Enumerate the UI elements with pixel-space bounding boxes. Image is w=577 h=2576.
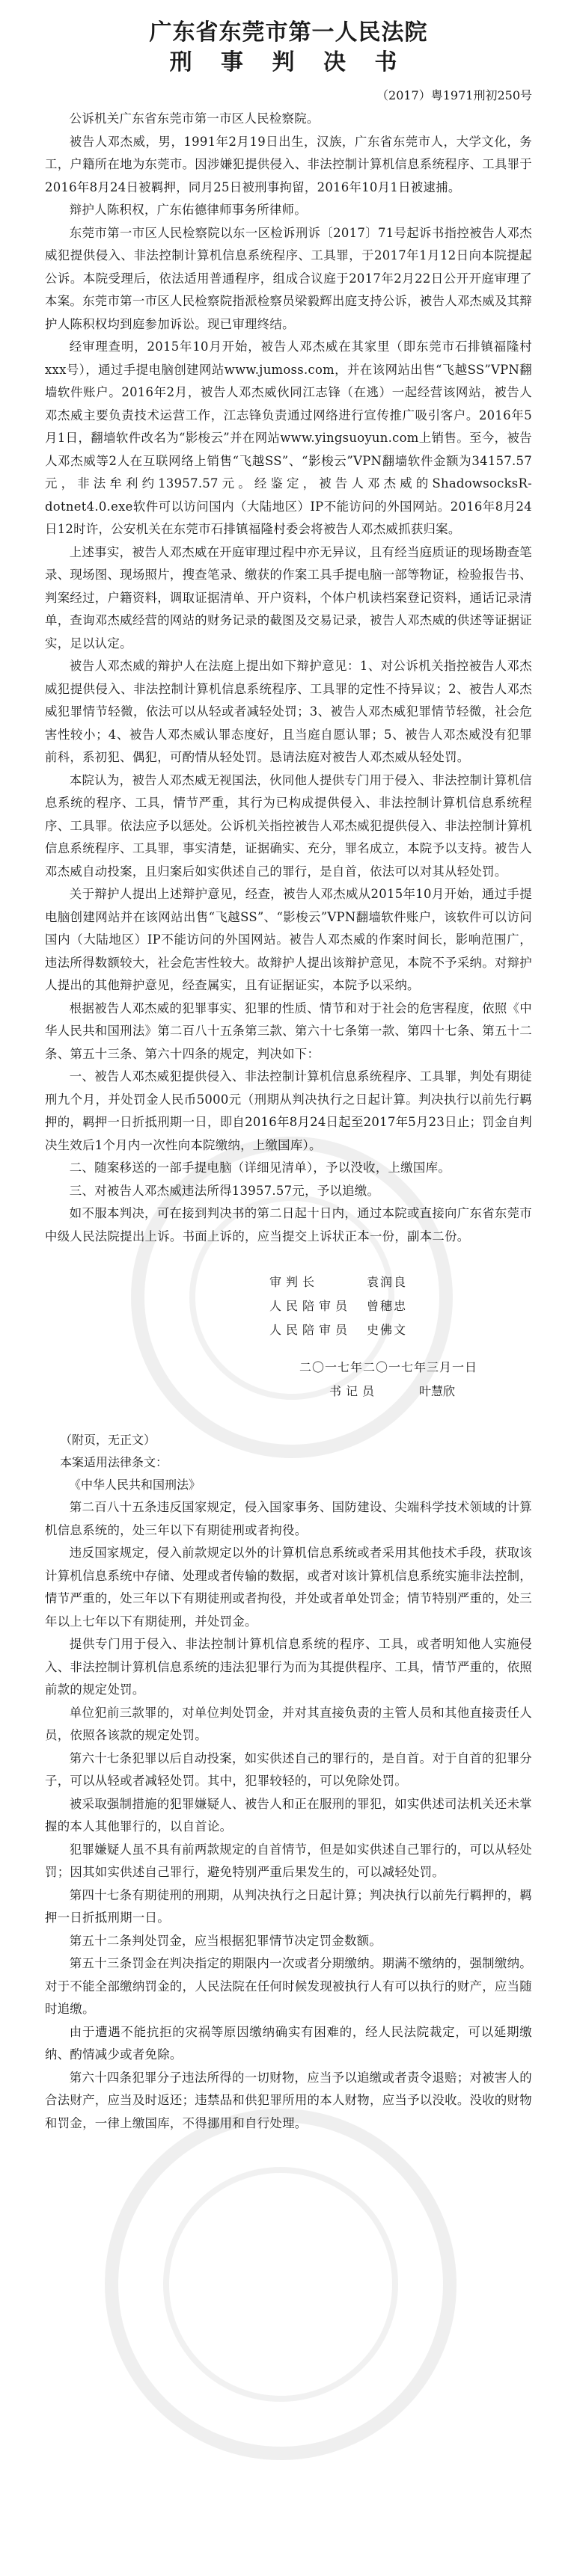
- document-title: 刑 事 判 决 书: [169, 49, 408, 76]
- law-article: 第六十四条犯罪分子违法所得的一切财物，应当予以追缴或者责令退赔；对被害人的合法财产，应当及时返还；违禁品和供犯罪所用的本人财物，应当予以没收。没收的财物和罚金，一律上缴国库，不得挪用和自行处理。: [45, 2070, 532, 2130]
- appendix-note: （附页，无正文）: [60, 1433, 156, 1447]
- paragraph-defense-opinion: 被告人邓杰威的辩护人在法庭上提出如下辩护意见：1、对公诉机关指控被告人邓杰威犯提供侵入、非法控制计算机信息系统程序、工具罪的定性不持异议；2、被告人邓杰威犯罪情节轻微，依法可以从轻或者减轻处罚；3、被告人邓杰威犯罪情节轻微，社会危害性较小；4、被告人邓杰威认罪态度好，且当庭自愿认罪；5、被告人邓杰威没有犯罪前科，系初犯、偶犯，可酌情从轻处罚。恳请法庭对被告人邓杰威从轻处罚。: [45, 659, 532, 764]
- law-article: 第四十七条有期徒刑的刑期，从判决执行之日起计算；判决执行以前先行羁押的，羁押一日折抵刑期一日。: [45, 1887, 532, 1925]
- clerk-role: 书记员: [329, 1384, 379, 1398]
- paragraph-procedure: 东莞市第一市区人民检察院以东一区检诉刑诉〔2017〕71号起诉书指控被告人邓杰威犯提供侵入、非法控制计算机信息系统程序、工具罪，于2017年1月12日向本院提起公诉。本院受理后，依法适用普通程序，组成合议庭于2017年2月22日公开开庭审理了本案。东莞市第一市区人民检察院指派检察员梁毅辉出庭支持公诉，被告人邓杰威及其辩护人陈积权均到庭参加诉讼。现已审理终结。: [45, 225, 532, 331]
- paragraph-evidence: 上述事实，被告人邓杰威在开庭审理过程中亦无异议，且有经当庭质证的现场勘查笔录、现场图、现场照片，搜查笔录、缴获的作案工具手提电脑一部等物证，检验报告书、判案经过，户籍资料，调取证据清单、开户资料，个体户机读档案登记资料，通话记录清单，查询邓杰威经营的网站的财务记录的截图及交易记录，被告人邓杰威的供述等证据证实，足以认定。: [45, 544, 532, 651]
- case-number: （2017）粤1971刑初250号: [376, 88, 532, 102]
- paragraph-defendant: 被告人邓杰威，男，1991年2月19日出生，汉族，广东省东莞市人，大学文化，务工，户籍所在地为东莞市。因涉嫌犯提供侵入、非法控制计算机信息系统程序、工具罪于2016年8月24日被羁押，同月25日被刑事拘留，2016年10月1日被逮捕。: [45, 134, 532, 194]
- law-article: 第五十三条罚金在判决指定的期限内一次或者分期缴纳。期满不缴纳的，强制缴纳。对于不能全部缴纳罚金的，人民法院在任何时候发现被执行人有可以执行的财产，应当随时追缴。: [45, 1956, 532, 2016]
- law-article: 提供专门用于侵入、非法控制计算机信息系统的程序、工具，或者明知他人实施侵入、非法控制计算机信息系统的违法犯罪行为而为其提供程序、工具，情节严重的，依照前款的规定处罚。: [45, 1637, 532, 1697]
- court-name: 广东省东莞市第一人民法院: [149, 19, 428, 46]
- appendix: [45, 1429, 532, 2135]
- law-article: 第二百八十五条违反国家规定，侵入国家事务、国防建设、尖端科学技术领域的计算机信息系统的，处三年以下有期徒刑或者拘役。: [45, 1500, 532, 1537]
- court-seal-watermark-lower: [105, 2109, 457, 2460]
- signer-row: [269, 1318, 532, 1342]
- signer-role: 审判长: [269, 1275, 320, 1289]
- law-article: 被采取强制措施的犯罪嫌疑人、被告人和正在服刑的罪犯，如实供述司法机关还未掌握的本人其他罪行的，以自首论。: [45, 1796, 532, 1833]
- paragraph-verdict-3: 三、对被告人邓杰威违法所得13957.57元，予以追缴。: [69, 1183, 380, 1198]
- law-article: 违反国家规定，侵入前款规定以外的计算机信息系统或者采用其他技术手段，获取该计算机信息系统中存储、处理或者传输的数据，或者对该计算机信息系统实施非法控制，情节严重的，处三年以下有期徒刑或者拘役，并处或者单处罚金；情节特别严重的，处三年以上七年以下有期徒刑，并处罚金。: [45, 1546, 532, 1629]
- law-article: 犯罪嫌疑人虽不具有前两款规定的自首情节，但是如实供述自己罪行的，可以从轻处罚；因其如实供述自己罪行，避免特别严重后果发生的，可以减轻处罚。: [45, 1842, 532, 1879]
- judgment-date: 二〇一七年二〇一七年三月一日: [299, 1360, 478, 1374]
- law-article: 第六十七条犯罪以后自动投案，如实供述自己的罪行的，是自首。对于自首的犯罪分子，可以从轻或者减轻处罚。其中，犯罪较轻的，可以免除处罚。: [45, 1750, 532, 1788]
- appendix-intro: 本案适用法律条文：: [60, 1455, 168, 1469]
- signature-block: [45, 1270, 532, 1342]
- paragraph-verdict-1: 一、被告人邓杰威犯提供侵入、非法控制计算机信息系统程序、工具罪，判处有期徒刑九个月，并处罚金人民币5000元（刑期从判决执行之日起计算。判决执行以前先行羁押的，羁押一日折抵刑期一日，即自2016年8月24日起至2017年5月23日止；罚金自判决生效后1个月内一次性向本院缴纳，上缴国库）。: [45, 1069, 532, 1152]
- paragraph-prosecutor: 公诉机关广东省东莞市第一市区人民检察院。: [69, 111, 320, 126]
- paragraph-appeal: 如不服本判决，可在接到判决书的第二日起十日内，通过本院或直接向广东省东莞市中级人民法院提出上诉。书面上诉的，应当提交上诉状正本一份，副本二份。: [45, 1206, 532, 1244]
- signer-name: 袁润良: [367, 1275, 408, 1289]
- paragraph-legal-basis: 根据被告人邓杰威的犯罪事实、犯罪的性质、情节和对于社会的危害程度，依照《中华人民共和国刑法》第二百八十五条第三款、第六十七条第一款、第四十七条、第五十二条、第五十三条、第六十四条的规定，判决如下：: [45, 1000, 532, 1061]
- signer-role: 人民陪审员: [269, 1299, 352, 1313]
- judgment-body: [45, 108, 532, 1248]
- law-article: 由于遭遇不能抗拒的灾祸等原因缴纳确实有困难的，经人民法院裁定，可以延期缴纳、酌情减少或者免除。: [45, 2024, 532, 2062]
- law-article: 单位犯前三款罪的，对单位判处罚金，并对其直接负责的主管人员和其他直接责任人员，依照各该款的规定处罚。: [45, 1705, 532, 1742]
- law-article: 第五十二条判处罚金，应当根据犯罪情节决定罚金数额。: [69, 1933, 382, 1948]
- signer-row: [269, 1270, 532, 1294]
- law-title: 《中华人民共和国刑法》: [69, 1478, 201, 1492]
- paragraph-response: 关于辩护人提出上述辩护意见，经查，被告人邓杰威从2015年10月开始，通过手提电脑创建网站并在该网站出售“飞越SS”、“影梭云”VPN翻墙软件账户，该软件可以访问国内（大陆地区）IP不能访问的外国网站。被告人邓杰威的作案时间长，影响范围广，违法所得数额较大，社会危害性较大。故辩护人提出该辩护意见，本院不予采纳。对辩护人提出的其他辩护意见，经查属实，且有证据证实，本院予以采纳。: [45, 887, 532, 992]
- paragraph-defense-counsel: 辩护人陈积权，广东佑德律师事务所律师。: [69, 203, 307, 217]
- paragraph-facts: 经审理查明，2015年10月开始，被告人邓杰威在其家里（即东莞市石排镇福隆村xxx号），通过手提电脑创建网站www.jumoss.com，并在该网站出售“飞越SS”VPN翻墙软件账户。2016年2月，被告人邓杰威伙同江志锋（在逃）一起经营该网站，被告人邓杰威主要负责技术运营工作，江志锋负责通过网络进行宣传推广吸引客户。2016年5月1日，翻墙软件改名为“影梭云”并在网站www.yingsuoyun.com上销售。至今，被告人邓杰威等2人在互联网络上销售“飞越SS”、“影梭云”VPN翻墙软件金额为34157.57元，非法牟利约13957.57元。经鉴定，被告人邓杰威的ShadowsocksR-dotnet4.0.exe软件可以访问国内（大陆地区）IP不能访问的外国网站。2016年8月24日12时许，公安机关在东莞市石排镇福隆村委会将被告人邓杰威抓获归案。: [45, 339, 532, 536]
- clerk-name: 叶慧欣: [419, 1384, 456, 1398]
- signer-role: 人民陪审员: [269, 1323, 352, 1337]
- signer-name: 史佛文: [367, 1323, 408, 1337]
- signer-row: [269, 1294, 532, 1318]
- signer-name: 曾穗忠: [367, 1299, 408, 1313]
- paragraph-verdict-2: 二、随案移送的一部手提电脑（详细见清单），予以没收，上缴国库。: [69, 1161, 451, 1175]
- paragraph-court-opinion: 本院认为，被告人邓杰威无视国法，伙同他人提供专门用于侵入、非法控制计算机信息系统的程序、工具，情节严重，其行为已构成提供侵入、非法控制计算机信息系统程序、工具罪。依法应予以惩处。公诉机关指控被告人邓杰威犯提供侵入、非法控制计算机信息系统程序、工具罪，事实清楚，证据确实、充分，罪名成立，本院予以支持。被告人邓杰威自动投案，且归案后如实供述自己的罪行，是自首，依法可以对其从轻处罚。: [45, 772, 532, 879]
- clerk-row: [45, 1380, 532, 1404]
